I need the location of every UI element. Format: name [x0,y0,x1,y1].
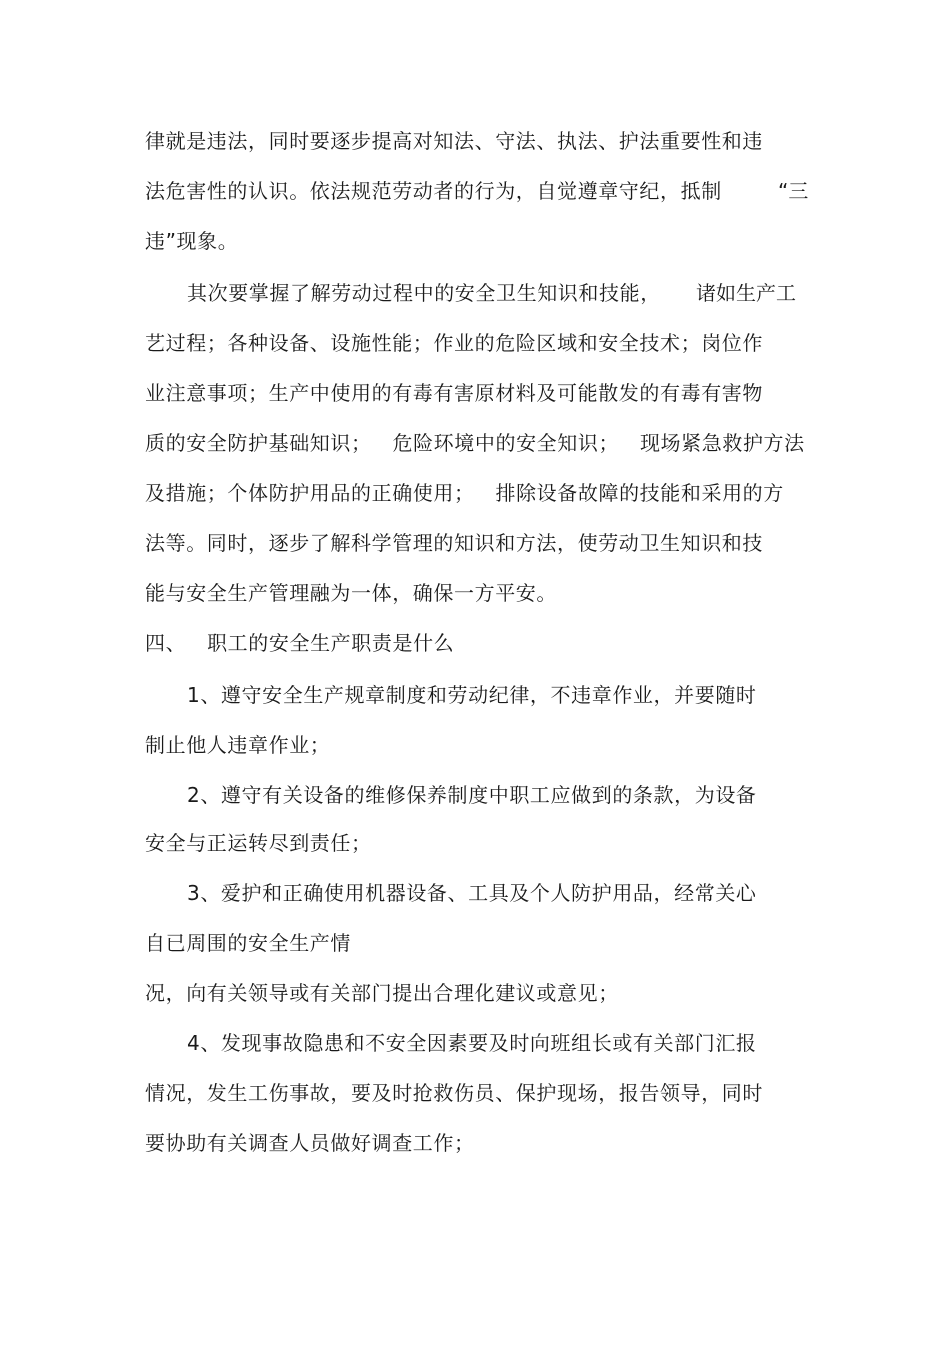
list-item-text: 况，向有关领导或有关部门提出合理化建议或意见； [145,981,619,1005]
text-line: 其次要掌握了解劳动过程中的安全卫生知识和技能， [187,281,661,305]
list-item-text: 自已周围的安全生产情 [145,931,351,955]
section-heading: 四、 职工的安全生产职责是什么 [145,631,455,655]
list-item-text: 3、爱护和正确使用机器设备、工具及个人防护用品，经常关心 [187,881,757,905]
list-item-text: 安全与正运转尽到责任； [145,831,372,855]
text-line: 能与安全生产管理融为一体，确保一方平安。 [145,581,557,605]
text-line: 及措施；个体防护用品的正确使用； 排除设备故障的技能和采用的方 [145,481,784,505]
text-fragment: “三 [778,179,809,203]
text-fragment: 诸如生产工 [696,281,796,305]
list-item-text: 要协助有关调查人员做好调查工作； [145,1131,475,1155]
list-item-text: 1、遵守安全生产规章制度和劳动纪律，不违章作业，并要随时 [187,683,757,707]
text-line: 质的安全防护基础知识； 危险环境中的安全知识； 现场紧急救护方法 [145,431,805,455]
text-line: 法危害性的认识。依法规范劳动者的行为，自觉遵章守纪，抵制 [145,179,722,203]
text-line: 艺过程；各种设备、设施性能；作业的危险区域和安全技术；岗位作 [145,331,763,355]
text-line: 法等。同时，逐步了解科学管理的知识和方法，使劳动卫生知识和技 [145,531,763,555]
text-line: 律就是违法，同时要逐步提高对知法、守法、执法、护法重要性和违 [145,129,763,153]
list-item-text: 情况，发生工伤事故，要及时抢救伤员、保护现场，报告领导，同时 [145,1081,763,1105]
text-line: 违”现象。 [145,229,239,253]
list-item-text: 2、遵守有关设备的维修保养制度中职工应做到的条款，为设备 [187,783,757,807]
list-item-text: 制止他人违章作业； [145,733,331,757]
list-item-text: 4、发现事故隐患和不安全因素要及时向班组长或有关部门汇报 [187,1031,757,1055]
text-line: 业注意事项；生产中使用的有毒有害原材料及可能散发的有毒有害物 [145,381,763,405]
